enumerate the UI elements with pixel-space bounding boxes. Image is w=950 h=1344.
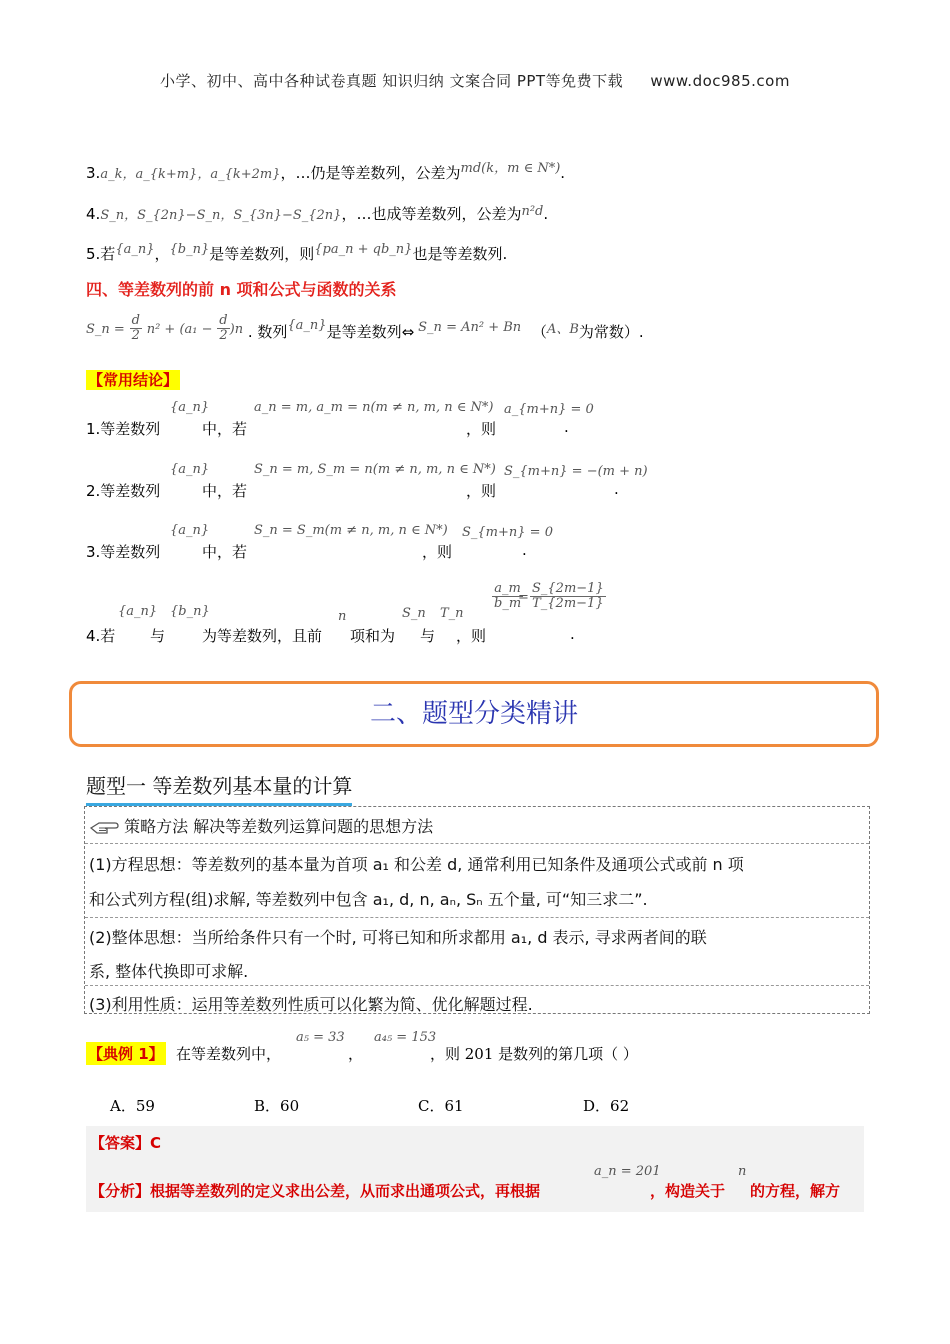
strategy-line-1a: (1)方程思想：等差数列的基本量为首项 a₁ 和公差 d, 通常利用已知条件及通项公式或前 n 项 (89, 855, 744, 874)
property-5: 5.若{a_n}，{b_n}是等差数列，则{pa_n + qb_n}也是等差数列. (86, 242, 508, 263)
strategy-divider-2 (85, 917, 869, 918)
answer-box (86, 1126, 864, 1212)
conclusion-3: 3.等差数列 {a_n} 中，若 S_n = S_m(m ≠ n, m, n ∈ N*) ，则 S_{m+n} = 0 . (86, 523, 553, 561)
type-title: 题型一 等差数列基本量的计算 (86, 770, 352, 806)
page-header (0, 70, 950, 91)
strategy-divider-1 (85, 843, 869, 844)
strategy-line-3: (3)利用性质：运用等差数列性质可以化繁为简、优化解题过程. (89, 995, 533, 1014)
conclusion-4: 4.若 {a_n} 与 {b_n} 为等差数列，且前 n 项和为 S_n 与 T_n ，则 $\frac{a\_m}{b\_m}$ = $\frac{S\_\{2m-1\}}{T\_\{2m-1\}}$ . (86, 581, 604, 645)
option-c[interactable]: C．61 (418, 1097, 464, 1115)
pointing-hand-icon (89, 819, 119, 837)
answer-label: 【答案】C (90, 1134, 162, 1152)
property-3: 3.a_k，a_{k+m}，a_{k+2m}，…仍是等差数列，公差为md(k，m ∈ N*). (86, 161, 566, 182)
analysis-line: 【分析】根据等差数列的定义求出公差，从而求出通项公式，再根据 a_n = 201 ，构造关于 n 的方程，解方 (90, 1164, 841, 1200)
conclusion-2: 2.等差数列 {a_n} 中，若 S_n = m, S_m = n(m ≠ n, m, n ∈ N*) ，则 S_{m+n} = −(m + n) . (86, 462, 648, 500)
strategy-line-1b: 和公式列方程(组)求解, 等差数列中包含 a₁, d, n, aₙ, Sₙ 五个量, 可“知三求二”. (89, 890, 648, 909)
fraction-am-over-bm: $\frac{a\_m}{b\_m}$ (494, 581, 522, 611)
section-4-heading: 四、等差数列的前 n 项和公式与函数的关系 (86, 280, 397, 299)
property-4: 4.S_n，S_{2n}−S_n，S_{3n}−S_{2n}，…也成等差数列，公差为n²d. (86, 204, 549, 223)
fraction-s-over-t: $\frac{S\_\{2m-1\}}{T\_\{2m-1\}}$ (532, 581, 604, 611)
fraction-d-over-2: $\frac{d}{2}$ (131, 313, 140, 343)
common-conclusions-tag: 【常用结论】 (88, 371, 179, 389)
header-text: 小学、初中、高中各种试卷真题 知识归纳 文案合同 PPT等免费下载 (160, 72, 624, 90)
strategy-title-row: 策略方法 解决等差数列运算问题的思想方法 (89, 814, 433, 837)
section-title: 二、题型分类精讲 (369, 699, 578, 729)
strategy-line-2a: (2)整体思想：当所给条件只有一个时, 可将已知和所求都用 a₁, d 表示, 寻求两者间的联 (89, 928, 707, 947)
fraction-d-over-2-b: $\frac{d}{2}$ (219, 313, 228, 343)
sn-function-relation: S_n = $\frac{d}{2}$ n² + (a₁ − $\frac{d}{2}$ )n . 数列{a_n}是等差数列⇔ S_n = An² + Bn （A、B为常数）. (86, 313, 644, 343)
strategy-box (84, 806, 870, 1014)
strategy-divider-3 (85, 985, 869, 986)
header-site-link[interactable]: www.doc985.com (650, 72, 790, 90)
option-d[interactable]: D．62 (583, 1097, 630, 1115)
conclusion-1: 1.等差数列 {a_n} 中，若 a_n = m, a_m = n(m ≠ n, m, n ∈ N*) ，则 a_{m+n} = 0 . (86, 400, 594, 438)
option-a[interactable]: A．59 (110, 1097, 155, 1115)
example-1: 【典例 1】 在等差数列中， a₅ = 33 ， a₄₅ = 153 ，则 201 是数列的第几项（ ） (88, 1030, 638, 1063)
option-b[interactable]: B．60 (254, 1097, 300, 1115)
strategy-line-2b: 系, 整体代换即可求解. (89, 962, 249, 981)
